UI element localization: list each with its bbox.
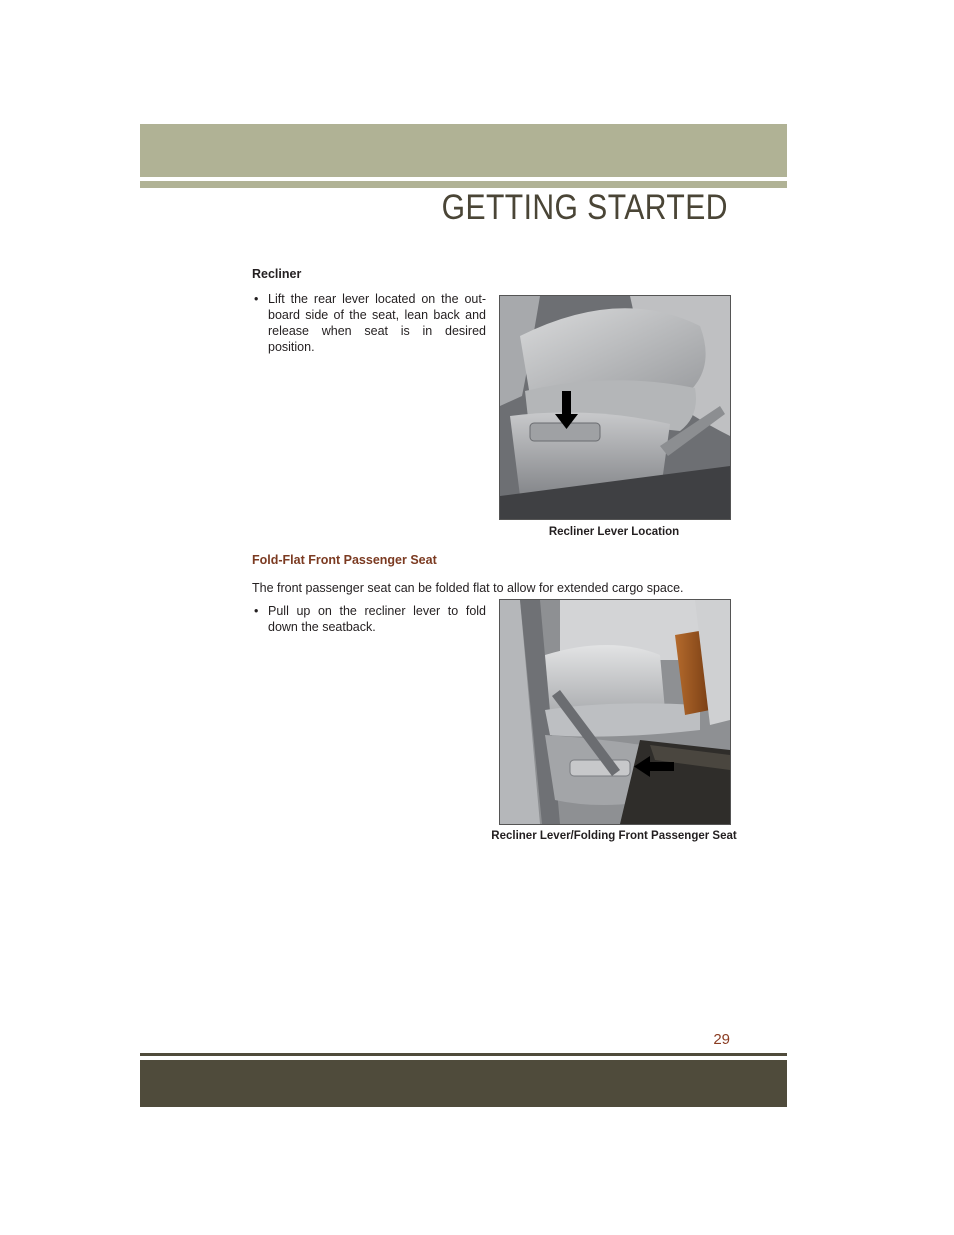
recliner-lever-photo (499, 295, 731, 520)
recliner-heading: Recliner (252, 267, 302, 281)
recliner-bullet (254, 291, 486, 355)
page-number: 29 (713, 1031, 730, 1048)
bullet-marker: • (254, 604, 259, 618)
header-rule (140, 181, 787, 188)
header-band (140, 124, 787, 177)
footer-band (140, 1060, 787, 1107)
bullet-marker: • (254, 292, 259, 306)
folding-seat-photo (499, 599, 731, 825)
recliner-bullet-text: Lift the rear lever located on the out-board side of the seat, lean back and release when seat is in desired position. (268, 292, 486, 354)
folding-figure-caption: Recliner Lever/Folding Front Passenger Seat (491, 830, 737, 842)
fold-flat-heading: Fold-Flat Front Passenger Seat (252, 553, 437, 567)
recliner-figure-caption: Recliner Lever Location (548, 526, 680, 538)
fold-flat-intro: The front passenger seat can be folded flat to allow for extended cargo space. (252, 581, 684, 595)
fold-flat-bullet-text: Pull up on the recliner lever to fold down the seatback. (268, 604, 486, 634)
section-title: GETTING STARTED (441, 188, 728, 227)
fold-flat-bullet (254, 603, 486, 635)
footer-rule (140, 1053, 787, 1056)
